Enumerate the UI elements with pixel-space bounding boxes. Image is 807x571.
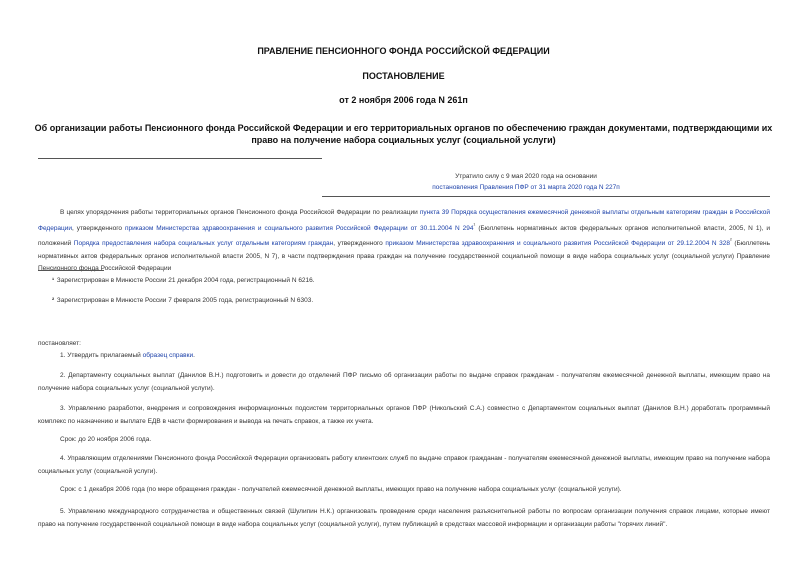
validity-note-link[interactable]: постановления Правления ПФР от 31 марта 2020 года N 227п: [432, 184, 620, 191]
footnote-2-mark: ²: [52, 297, 55, 304]
footnote-1-text: Зарегистрирован в Минюсте России 21 декабря 2004 года, регистрационный N 6216.: [55, 277, 315, 284]
document-title-line-2: право на получение набора социальных услуг (социальной услуги): [251, 135, 556, 145]
footnote-2-text: Зарегистрирован в Минюсте России 7 февраля 2005 года, регистрационный N 6303.: [55, 297, 314, 304]
validity-divider: [322, 196, 770, 197]
item-2: 2. Департаменту социальных выплат (Данилов В.Н.) подготовить и довести до отделений ПФР письмо об организации работы по выдаче справок гражданам - получателям ежемесячной денежной выплаты, имеющим право на получение набора социальных услуг (социальной услуги).: [38, 372, 770, 392]
footnote-1-mark: ¹: [52, 277, 55, 284]
link-sample-certificate[interactable]: образец справки: [142, 352, 194, 359]
item-4-deadline: Срок: с 1 декабря 2006 года (по мере обращения граждан - получателей ежемесячной денежной выплаты, имеющих право на получение набора социальных услуг (социальной услуги).: [60, 486, 622, 493]
link-order-294[interactable]: приказом Министерства здравоохранения и социального развития Российской Федерации от 30.11.2004 N 294: [125, 224, 474, 232]
validity-note: [420, 171, 632, 193]
link-social-services-procedure[interactable]: Порядка предоставления набора социальных услуг отдельным категориям граждан: [73, 240, 334, 248]
item-5: 5. Управлению международного сотрудничества и общественных связей (Шулипин Н.К.) организовать проведение среди населения разъяснительной работы по вопросам организации получения справок лицами, которые имеют право на получение государственной социальной помощи в виде набора социальных услуг (социальной услуги), путем публикаций в средствах массовой информации и организации работы "горячих линий".: [38, 508, 770, 528]
document-type-heading: ПОСТАНОВЛЕНИЕ: [362, 71, 445, 81]
validity-note-text: Утратило силу с 9 мая 2020 года на основании: [455, 173, 597, 180]
footnote-divider: [38, 270, 104, 271]
title-divider: [38, 158, 322, 159]
footnote-ref-2[interactable]: ²: [729, 238, 732, 245]
link-order-328[interactable]: приказом Министерства здравоохранения и социального развития Российской Федерации от 29.12.2004 N 328: [385, 240, 730, 248]
preamble-paragraph: В целях упорядочения работы территориальных органов Пенсионного фонда Российской Федерации по реализации пункта 39 Порядка осуществления ежемесячной денежной выплаты отдельным категориям граждан в Российской Федерации, утвержденного приказом Министерства здравоохранения и социального развития Российской Федерации от 30.11.2004 N $294^{^1}$ (Бюллетень нормативных актов федеральных органов исполнительной власти, 2005, N 1), и положений Порядка предоставления набора социальных услуг отдельным категориям граждан, утвержденного приказом Министерства здравоохранения и социального развития Российской Федерации от 29.12.2004 N $328^{^2}$ (Бюллетень нормативных актов федеральных органов исполнительной власти 2005, N 7), в части подтверждения права граждан на получение государственной социальной помощи в виде набора социальных услуг (социальной услуги) Правление Пенсионного фонда Российской Федерации: [38, 209, 770, 273]
document-title-line-1: Об организации работы Пенсионного фонда Российской Федерации и его территориальных органов по обеспечению граждан документами, подтверждающими их: [34, 123, 773, 133]
link-item-39-procedure[interactable]: пункта 39 Порядка осуществления ежемесячной денежной выплаты отдельным категориям граждан в Российской Федерации: [38, 209, 770, 232]
item-1: 1. Утвердить прилагаемый образец справки.: [60, 352, 195, 359]
date-number-heading: от 2 ноября 2006 года N 261п: [339, 95, 468, 105]
item-4: 4. Управляющим отделениями Пенсионного фонда Российской Федерации организовать работу клиентских служб по выдаче справок гражданам - получателям ежемесячной денежной выплаты, имеющим право на получение набора социальных услуг (социальной услуги).: [38, 455, 770, 475]
footnote-ref-1[interactable]: ¹: [473, 222, 476, 229]
footnote-1: [52, 277, 315, 284]
issuer-heading: ПРАВЛЕНИЕ ПЕНСИОННОГО ФОНДА РОССИЙСКОЙ ФЕДЕРАЦИИ: [257, 46, 550, 56]
resolves-label: постановляет:: [38, 340, 81, 347]
footnote-2: [52, 297, 313, 304]
item-3-deadline: Срок: до 20 ноября 2006 года.: [60, 436, 152, 443]
item-3: 3. Управлению разработки, внедрения и сопровождения информационных подсистем территориальных органов ПФР (Никольский С.А.) совместно с Департаментом социальных выплат (Данилов В.Н.) доработать программный комплекс по назначению и выплате ЕДВ в части формирования и вывода на печать справок, а также их учета.: [38, 405, 770, 425]
document-title: [30, 122, 777, 146]
